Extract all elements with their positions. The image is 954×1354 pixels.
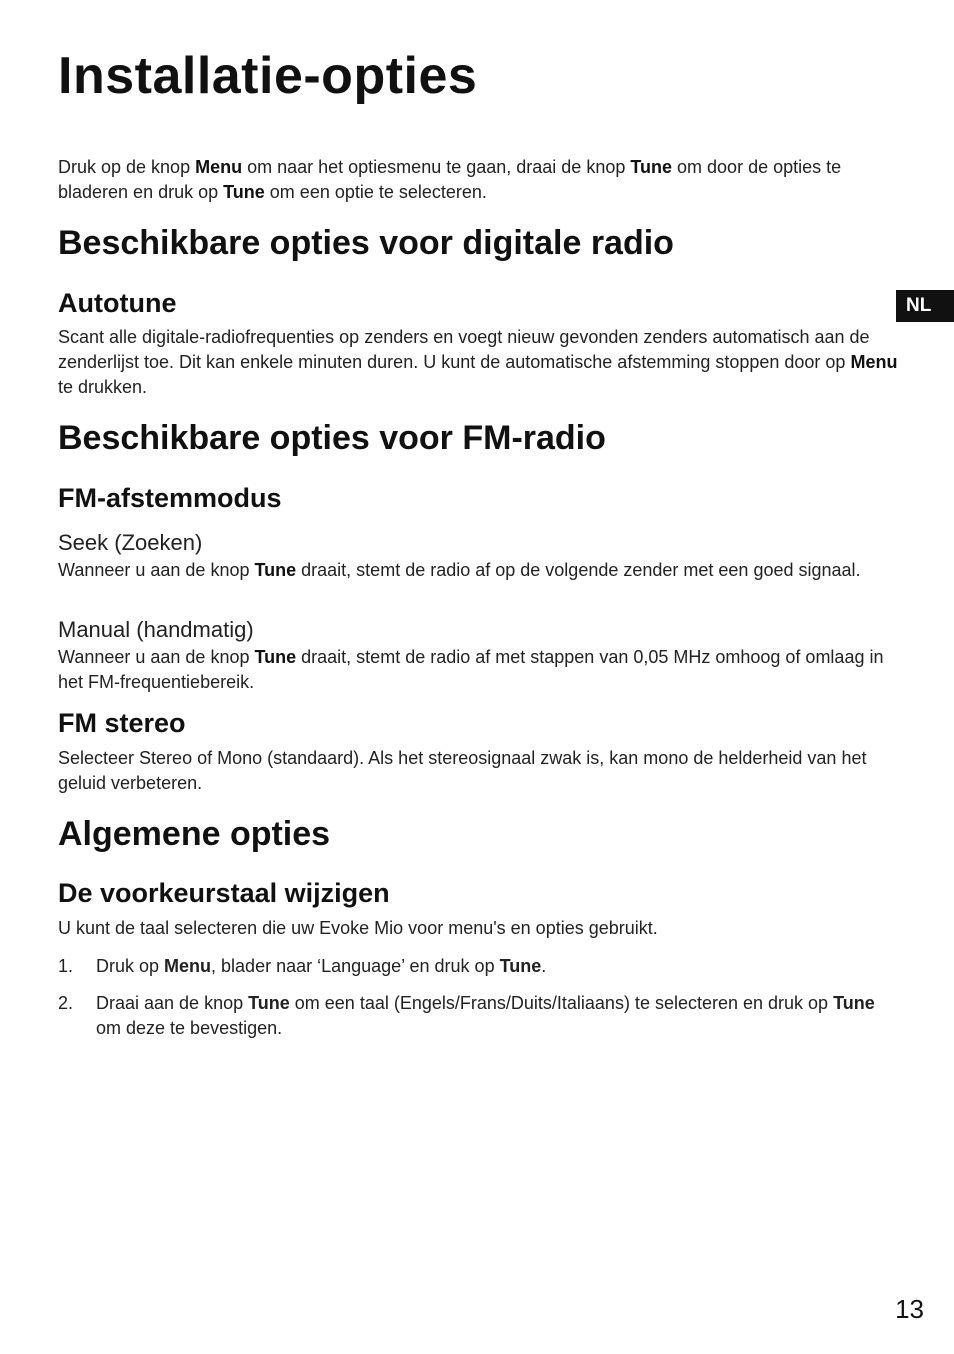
tune-keyword: Tune: [499, 956, 542, 976]
tune-keyword: Tune: [630, 157, 673, 177]
autotune-paragraph: Scant alle digitale-radiofrequenties op zenders en voegt nieuw gevonden zenders automatisch aan de zenderlijst toe. Dit kan enkele minuten duren. U kunt de automatische afstemming stoppen door op Menu te drukken.: [58, 327, 898, 397]
steps-list: [58, 954, 898, 1041]
page-number: 13: [895, 1294, 924, 1324]
tune-keyword: Tune: [254, 560, 297, 580]
intro-paragraph: Druk op de knop Menu om naar het optiesmenu te gaan, draai de knop Tune om door de opties te bladeren en druk op Tune om een optie te selecteren.: [58, 157, 842, 202]
tune-keyword: Tune: [223, 182, 265, 202]
digital-radio-heading: Beschikbare opties voor digitale radio: [58, 224, 674, 262]
manual-paragraph: Wanneer u aan de knop Tune draait, stemt de radio af met stappen van 0,05 MHz omhoog of omlaag in het FM-frequentiebereik.: [58, 647, 884, 692]
menu-keyword: Menu: [164, 956, 212, 976]
seek-label: Seek (Zoeken): [58, 530, 203, 555]
step-number: 1.: [58, 956, 74, 976]
fm-stereo-heading: FM stereo: [58, 708, 186, 738]
language-heading: De voorkeurstaal wijzigen: [58, 878, 390, 908]
general-options-heading: Algemene opties: [58, 815, 331, 853]
fm-radio-heading: Beschikbare opties voor FM-radio: [58, 419, 606, 457]
fm-stereo-paragraph: Selecteer Stereo of Mono (standaard). Als het stereosignaal zwak is, kan mono de helderheid van het geluid verbeteren.: [58, 748, 867, 793]
step-text: Druk op Menu, blader naar ‘Language’ en druk op Tune.: [96, 956, 547, 976]
autotune-heading: Autotune: [58, 288, 177, 318]
tune-keyword: Tune: [254, 647, 297, 667]
menu-keyword: Menu: [195, 157, 243, 177]
list-item: [58, 991, 898, 1041]
page-title: Installatie-opties: [58, 47, 478, 105]
manual-label: Manual (handmatig): [58, 617, 254, 642]
seek-paragraph: Wanneer u aan de knop Tune draait, stemt de radio af op de volgende zender met een goed signaal.: [58, 560, 861, 580]
tune-keyword: Tune: [248, 993, 290, 1013]
step-number: 2.: [58, 993, 74, 1013]
tune-keyword: Tune: [833, 993, 875, 1013]
language-tab: [896, 290, 954, 322]
step-text: Draai aan de knop Tune om een taal (Engels/Frans/Duits/Italiaans) te selecteren en druk op Tune om deze te bevestigen.: [96, 993, 875, 1038]
menu-keyword: Menu: [850, 352, 898, 372]
fm-tuning-heading: FM-afstemmodus: [58, 483, 282, 513]
language-tab-label: NL: [906, 295, 932, 316]
list-item: [58, 954, 898, 979]
language-paragraph: U kunt de taal selecteren die uw Evoke Mio voor menu's en opties gebruikt.: [58, 918, 658, 938]
